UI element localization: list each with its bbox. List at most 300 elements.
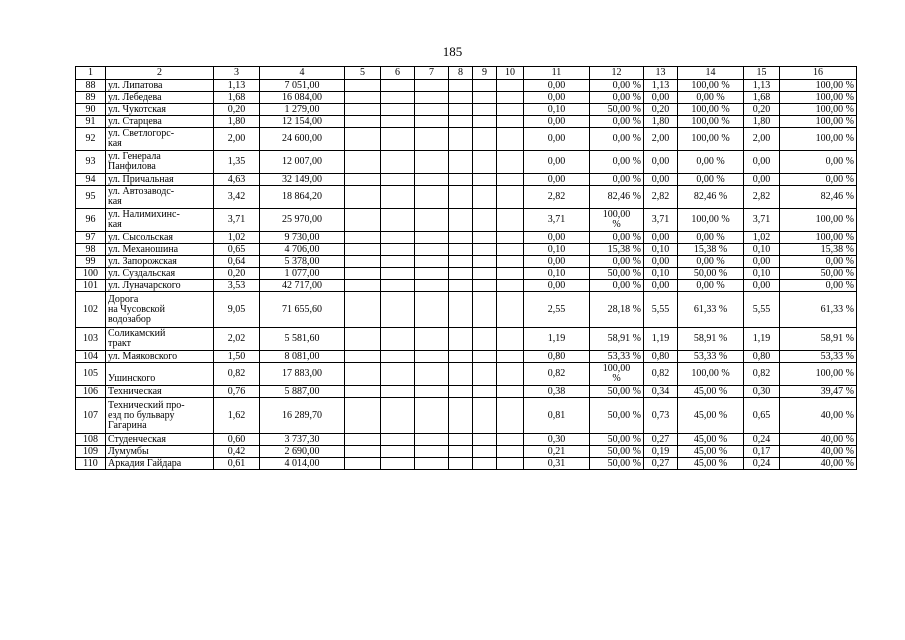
table-cell: 0,00 xyxy=(524,280,590,292)
table-cell: 1,68 xyxy=(214,92,260,104)
table-cell: 0,00 % xyxy=(780,256,857,268)
table-cell: 5 378,00 xyxy=(260,256,345,268)
table-cell xyxy=(473,351,497,363)
table-cell: 0,00 % xyxy=(590,280,644,292)
table-cell: 0,21 xyxy=(524,446,590,458)
table-cell: 0,00 xyxy=(744,174,780,186)
table-cell: 8 081,00 xyxy=(260,351,345,363)
table-cell xyxy=(497,209,524,232)
table-cell: 89 xyxy=(76,92,106,104)
table-cell: 0,00 xyxy=(524,232,590,244)
table-cell: 82,46 % xyxy=(678,186,744,209)
table-cell xyxy=(449,268,473,280)
table-cell: 0,42 xyxy=(214,446,260,458)
table-cell: 0,00 xyxy=(644,92,678,104)
table-cell: 0,65 xyxy=(214,244,260,256)
table-cell xyxy=(473,128,497,151)
table-cell: 53,33 % xyxy=(590,351,644,363)
table-cell xyxy=(449,128,473,151)
table-cell: 100,00 % xyxy=(780,116,857,128)
table-cell: 0,00 xyxy=(524,116,590,128)
table-cell xyxy=(381,292,415,328)
column-header: 6 xyxy=(381,67,415,80)
table-cell xyxy=(345,458,381,470)
street-name-cell: ул. Липатова xyxy=(106,80,214,92)
street-name-cell: ул. Механошина xyxy=(106,244,214,256)
header-row xyxy=(76,67,857,80)
table-cell: 53,33 % xyxy=(678,351,744,363)
table-cell: 0,00 xyxy=(524,92,590,104)
table-cell: 0,19 xyxy=(644,446,678,458)
table-row xyxy=(76,174,857,186)
table-cell: 40,00 % xyxy=(780,434,857,446)
table-cell: 2,02 xyxy=(214,328,260,351)
table-cell: 2,00 xyxy=(644,128,678,151)
table-cell xyxy=(415,446,449,458)
table-cell: 110 xyxy=(76,458,106,470)
table-cell: 107 xyxy=(76,398,106,434)
table-cell: 0,20 xyxy=(214,268,260,280)
table-cell: 1,02 xyxy=(214,232,260,244)
street-name-cell: ул. Луначарского xyxy=(106,280,214,292)
table-cell: 0,00 xyxy=(644,232,678,244)
table-row xyxy=(76,232,857,244)
table-cell: 45,00 % xyxy=(678,446,744,458)
table-cell xyxy=(449,458,473,470)
table-cell xyxy=(497,104,524,116)
street-name-cell: Аркадия Гайдара xyxy=(106,458,214,470)
table-cell xyxy=(497,446,524,458)
table-cell xyxy=(497,458,524,470)
table-cell: 102 xyxy=(76,292,106,328)
table-cell: 7 051,00 xyxy=(260,80,345,92)
table-cell xyxy=(381,186,415,209)
table-cell xyxy=(381,268,415,280)
column-header: 3 xyxy=(214,67,260,80)
table-cell xyxy=(473,151,497,174)
table-row xyxy=(76,280,857,292)
table-cell xyxy=(449,104,473,116)
street-name-cell: ул. Чукотская xyxy=(106,104,214,116)
table-cell xyxy=(345,292,381,328)
table-cell xyxy=(497,292,524,328)
table-cell xyxy=(473,292,497,328)
table-cell: 100,00 % xyxy=(780,104,857,116)
table-cell: 0,10 xyxy=(524,104,590,116)
table-cell: 0,82 xyxy=(744,363,780,386)
table-cell xyxy=(345,244,381,256)
table-cell xyxy=(415,116,449,128)
table-cell xyxy=(497,186,524,209)
table-cell xyxy=(473,256,497,268)
table-cell xyxy=(415,151,449,174)
table-cell: 1,80 xyxy=(644,116,678,128)
table-cell xyxy=(381,128,415,151)
table-cell: 15,38 % xyxy=(678,244,744,256)
street-name-cell: Соликамский тракт xyxy=(106,328,214,351)
table-cell xyxy=(345,434,381,446)
table-cell: 50,00 % xyxy=(590,386,644,398)
table-cell: 0,30 xyxy=(744,386,780,398)
table-cell: 0,00 % xyxy=(590,80,644,92)
table-cell: 100,00 % xyxy=(678,209,744,232)
table-cell: 45,00 % xyxy=(678,458,744,470)
table-cell xyxy=(381,151,415,174)
table-cell xyxy=(449,363,473,386)
table-cell xyxy=(449,386,473,398)
street-name-cell: Лумумбы xyxy=(106,446,214,458)
table-cell xyxy=(381,174,415,186)
table-cell: 0,82 xyxy=(644,363,678,386)
table-cell: 3,71 xyxy=(214,209,260,232)
table-cell: 92 xyxy=(76,128,106,151)
column-header: 7 xyxy=(415,67,449,80)
table-cell xyxy=(415,92,449,104)
table-cell: 4,63 xyxy=(214,174,260,186)
table-cell xyxy=(497,256,524,268)
table-cell xyxy=(449,209,473,232)
table-cell: 0,80 xyxy=(744,351,780,363)
table-row xyxy=(76,446,857,458)
column-header: 4 xyxy=(260,67,345,80)
page-number: 185 xyxy=(442,44,463,59)
table-cell xyxy=(345,386,381,398)
table-row xyxy=(76,256,857,268)
street-name-cell: Техническая xyxy=(106,386,214,398)
table-row xyxy=(76,386,857,398)
table-cell: 0,00 % xyxy=(590,116,644,128)
table-cell: 95 xyxy=(76,186,106,209)
street-name-cell: ул. Генерала Панфилова xyxy=(106,151,214,174)
table-cell: 15,38 % xyxy=(590,244,644,256)
table-cell xyxy=(497,80,524,92)
table-cell: 1,19 xyxy=(524,328,590,351)
table-cell xyxy=(473,446,497,458)
table-cell: 100,00 % xyxy=(780,209,857,232)
table-cell xyxy=(497,280,524,292)
table-cell: 100,00 % xyxy=(590,209,644,232)
table-cell xyxy=(345,232,381,244)
table-cell: 100,00 % xyxy=(780,363,857,386)
table-cell xyxy=(473,80,497,92)
table-cell xyxy=(345,280,381,292)
table-cell xyxy=(473,328,497,351)
table-cell: 0,34 xyxy=(644,386,678,398)
table-cell xyxy=(415,268,449,280)
table-cell: 100,00 % xyxy=(678,116,744,128)
table-cell: 0,61 xyxy=(214,458,260,470)
table-cell: 0,81 xyxy=(524,398,590,434)
street-name-cell: ул. Светлогорс- кая xyxy=(106,128,214,151)
table-cell: 100,00 % xyxy=(678,128,744,151)
table-cell: 1,02 xyxy=(744,232,780,244)
table-cell xyxy=(345,256,381,268)
table-cell: 93 xyxy=(76,151,106,174)
table-cell: 1,80 xyxy=(744,116,780,128)
table-cell xyxy=(473,186,497,209)
table-cell xyxy=(415,128,449,151)
column-header: 13 xyxy=(644,67,678,80)
table-row xyxy=(76,116,857,128)
table-cell: 0,00 % xyxy=(590,232,644,244)
table-cell xyxy=(381,116,415,128)
table-cell: 3 737,30 xyxy=(260,434,345,446)
table-cell: 0,10 xyxy=(744,244,780,256)
table-cell: 0,00 % xyxy=(678,280,744,292)
table-cell: 58,91 % xyxy=(590,328,644,351)
street-name-cell: Ушинского xyxy=(106,363,214,386)
table-cell xyxy=(449,92,473,104)
table-cell: 2 690,00 xyxy=(260,446,345,458)
table-row xyxy=(76,209,857,232)
table-cell xyxy=(415,280,449,292)
table-cell: 100,00 % xyxy=(678,104,744,116)
table-row xyxy=(76,268,857,280)
table-cell xyxy=(345,151,381,174)
table-cell: 50,00 % xyxy=(678,268,744,280)
table-cell: 0,00 % xyxy=(678,174,744,186)
table-cell: 88 xyxy=(76,80,106,92)
table-cell xyxy=(381,458,415,470)
table-cell xyxy=(415,174,449,186)
table-cell: 101 xyxy=(76,280,106,292)
table-cell: 0,80 xyxy=(524,351,590,363)
table-cell: 99 xyxy=(76,256,106,268)
table-cell: 3,71 xyxy=(644,209,678,232)
table-cell: 50,00 % xyxy=(590,268,644,280)
table-cell: 71 655,60 xyxy=(260,292,345,328)
table-cell: 40,00 % xyxy=(780,398,857,434)
table-cell xyxy=(345,209,381,232)
table-cell: 0,82 xyxy=(214,363,260,386)
table-cell: 100,00 % xyxy=(780,92,857,104)
table-cell xyxy=(473,92,497,104)
table-cell xyxy=(415,398,449,434)
table-cell: 28,18 % xyxy=(590,292,644,328)
table-cell: 0,00 % xyxy=(678,232,744,244)
table-cell xyxy=(473,268,497,280)
table-cell: 109 xyxy=(76,446,106,458)
table-cell: 0,10 xyxy=(524,244,590,256)
table-row xyxy=(76,92,857,104)
table-cell: 32 149,00 xyxy=(260,174,345,186)
table-cell: 58,91 % xyxy=(678,328,744,351)
table-cell xyxy=(381,386,415,398)
street-name-cell: Дорога на Чусовской водозабор xyxy=(106,292,214,328)
table-cell: 91 xyxy=(76,116,106,128)
table-cell xyxy=(473,232,497,244)
table-cell xyxy=(381,104,415,116)
table-cell: 1,80 xyxy=(214,116,260,128)
table-cell: 100,00 % xyxy=(678,80,744,92)
table-row xyxy=(76,244,857,256)
table-cell: 0,00 % xyxy=(780,151,857,174)
table-cell xyxy=(415,186,449,209)
table-cell: 50,00 % xyxy=(590,458,644,470)
street-name-cell: ул. Суздальская xyxy=(106,268,214,280)
table-cell xyxy=(381,256,415,268)
table-cell: 1,68 xyxy=(744,92,780,104)
table-cell xyxy=(497,351,524,363)
table-cell: 17 883,00 xyxy=(260,363,345,386)
table-cell: 45,00 % xyxy=(678,434,744,446)
table-cell xyxy=(473,434,497,446)
column-header: 11 xyxy=(524,67,590,80)
table-cell xyxy=(345,398,381,434)
table-cell: 0,64 xyxy=(214,256,260,268)
table-cell xyxy=(381,209,415,232)
table-cell: 4 706,00 xyxy=(260,244,345,256)
table-row xyxy=(76,186,857,209)
table-cell: 3,42 xyxy=(214,186,260,209)
table-cell xyxy=(415,328,449,351)
table-cell: 100,00 % xyxy=(590,363,644,386)
table-cell xyxy=(449,80,473,92)
table-cell: 4 014,00 xyxy=(260,458,345,470)
table-cell: 5,55 xyxy=(744,292,780,328)
table-cell: 0,10 xyxy=(744,268,780,280)
table-cell xyxy=(449,351,473,363)
table-body xyxy=(76,80,857,470)
table-cell xyxy=(381,446,415,458)
table-cell xyxy=(497,116,524,128)
table-cell: 2,00 xyxy=(744,128,780,151)
table-cell: 0,00 % xyxy=(590,92,644,104)
table-cell xyxy=(449,116,473,128)
table-cell xyxy=(381,398,415,434)
table-cell: 0,00 % xyxy=(780,174,857,186)
table-cell xyxy=(473,244,497,256)
table-cell: 0,00 xyxy=(524,174,590,186)
street-name-cell: ул. Запорожская xyxy=(106,256,214,268)
table-cell: 16 084,00 xyxy=(260,92,345,104)
table-cell: 105 xyxy=(76,363,106,386)
table-cell: 100,00 % xyxy=(780,80,857,92)
table-cell xyxy=(345,128,381,151)
column-header: 2 xyxy=(106,67,214,80)
table-cell xyxy=(497,268,524,280)
table-cell xyxy=(381,280,415,292)
table-cell xyxy=(381,434,415,446)
street-name-cell: Студенческая xyxy=(106,434,214,446)
table-cell: 1,13 xyxy=(744,80,780,92)
column-header: 5 xyxy=(345,67,381,80)
table-cell xyxy=(449,186,473,209)
table-cell: 45,00 % xyxy=(678,398,744,434)
street-name-cell: ул. Автозаводс- кая xyxy=(106,186,214,209)
table-cell: 0,20 xyxy=(744,104,780,116)
table-cell: 0,00 % xyxy=(678,151,744,174)
table-cell xyxy=(473,280,497,292)
data-table xyxy=(75,66,857,470)
table-cell xyxy=(497,386,524,398)
table-cell: 9 730,00 xyxy=(260,232,345,244)
table-cell: 16 289,70 xyxy=(260,398,345,434)
table-cell: 0,00 xyxy=(644,256,678,268)
table-cell xyxy=(497,434,524,446)
table-cell: 0,24 xyxy=(744,434,780,446)
table-cell: 0,00 xyxy=(744,256,780,268)
table-cell xyxy=(473,174,497,186)
table-cell: 0,82 xyxy=(524,363,590,386)
table-cell: 106 xyxy=(76,386,106,398)
table-cell: 0,17 xyxy=(744,446,780,458)
table-cell xyxy=(381,351,415,363)
table-cell: 39,47 % xyxy=(780,386,857,398)
table-cell xyxy=(497,398,524,434)
table-row xyxy=(76,80,857,92)
table-cell: 50,00 % xyxy=(590,104,644,116)
table-cell xyxy=(449,398,473,434)
table-cell xyxy=(345,174,381,186)
table-cell xyxy=(473,116,497,128)
table-row xyxy=(76,458,857,470)
table-cell: 0,00 xyxy=(644,280,678,292)
table-cell: 82,46 % xyxy=(590,186,644,209)
table-cell xyxy=(497,128,524,151)
table-cell: 0,00 % xyxy=(678,256,744,268)
table-cell xyxy=(497,244,524,256)
table-cell: 0,20 xyxy=(644,104,678,116)
table-cell xyxy=(345,351,381,363)
table-cell: 61,33 % xyxy=(780,292,857,328)
table-cell: 1,19 xyxy=(744,328,780,351)
table-cell: 1,62 xyxy=(214,398,260,434)
table-row xyxy=(76,398,857,434)
table-cell xyxy=(449,446,473,458)
table-row xyxy=(76,104,857,116)
table-cell xyxy=(415,256,449,268)
table-cell: 5 581,60 xyxy=(260,328,345,351)
street-name-cell: ул. Налимихинс- кая xyxy=(106,209,214,232)
table-cell: 3,53 xyxy=(214,280,260,292)
table-cell xyxy=(415,80,449,92)
table-cell xyxy=(449,151,473,174)
table-cell: 1,19 xyxy=(644,328,678,351)
table-cell xyxy=(381,244,415,256)
table-cell xyxy=(449,434,473,446)
table-cell xyxy=(381,363,415,386)
table-cell: 0,00 xyxy=(644,151,678,174)
table-cell: 0,00 % xyxy=(590,151,644,174)
column-header: 8 xyxy=(449,67,473,80)
table-cell: 40,00 % xyxy=(780,446,857,458)
table-cell: 0,00 % xyxy=(590,256,644,268)
table-cell: 0,65 xyxy=(744,398,780,434)
table-row xyxy=(76,351,857,363)
table-cell: 0,20 xyxy=(214,104,260,116)
table-row xyxy=(76,434,857,446)
table-cell xyxy=(497,92,524,104)
table-cell: 2,55 xyxy=(524,292,590,328)
table-cell: 90 xyxy=(76,104,106,116)
table-cell: 0,60 xyxy=(214,434,260,446)
column-header: 16 xyxy=(780,67,857,80)
table-cell xyxy=(345,328,381,351)
table-cell: 1,50 xyxy=(214,351,260,363)
table-cell: 12 007,00 xyxy=(260,151,345,174)
table-cell xyxy=(345,446,381,458)
table-cell: 0,27 xyxy=(644,434,678,446)
table-cell: 0,00 xyxy=(524,80,590,92)
table-cell xyxy=(415,386,449,398)
column-header: 15 xyxy=(744,67,780,80)
table-cell xyxy=(415,351,449,363)
table-cell: 15,38 % xyxy=(780,244,857,256)
table-cell: 58,91 % xyxy=(780,328,857,351)
table-cell: 1,35 xyxy=(214,151,260,174)
street-name-cell: ул. Причальная xyxy=(106,174,214,186)
